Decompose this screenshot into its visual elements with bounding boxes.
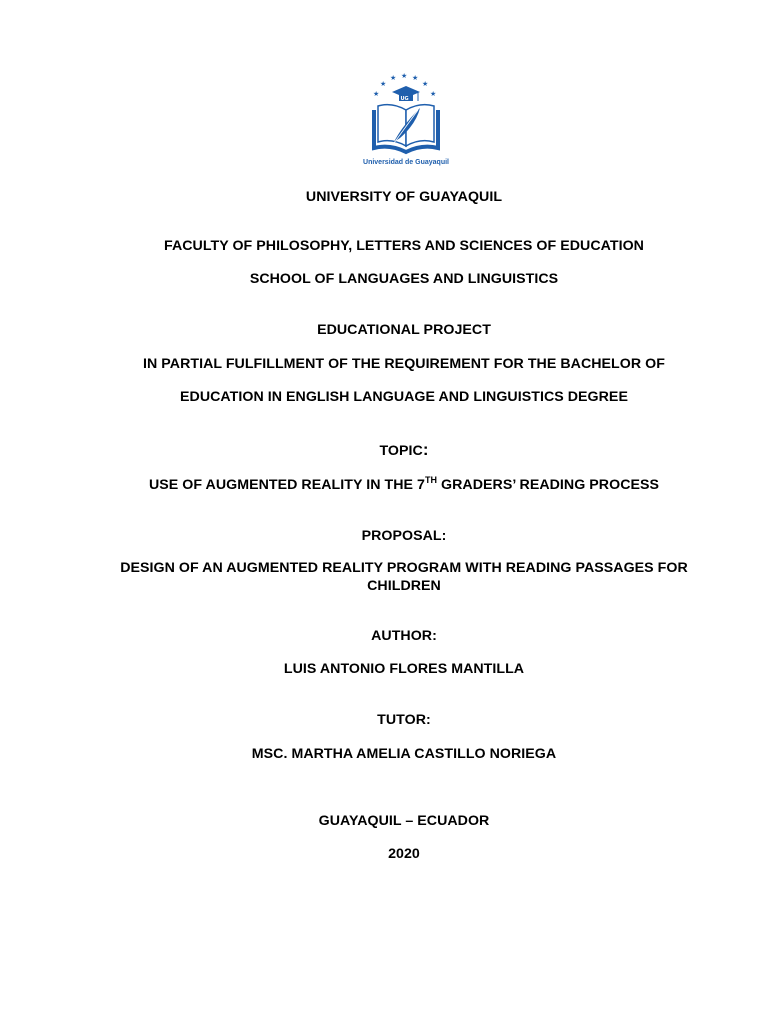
university-name: UNIVERSITY OF GUAYAQUIL	[305, 189, 503, 205]
topic-title	[0, 477, 770, 494]
school-name: SCHOOL OF LANGUAGES AND LINGUISTICS	[249, 271, 559, 287]
topic-label	[0, 441, 770, 460]
university-logo-icon	[354, 70, 458, 168]
topic-title-sup: TH	[424, 475, 438, 485]
author-name: LUIS ANTONIO FLORES MANTILLA	[283, 661, 525, 677]
topic-title-after: GRADERS’ READING PROCESS	[437, 477, 660, 493]
svg-text:★: ★	[401, 72, 408, 80]
svg-text:UG: UG	[400, 96, 409, 102]
fulfillment-line-1: IN PARTIAL FULFILLMENT OF THE REQUIREMENT FOR THE BACHELOR OF	[143, 356, 665, 372]
tutor-label: TUTOR:	[377, 712, 431, 728]
location: GUAYAQUIL – ECUADOR	[318, 813, 490, 829]
year: 2020	[388, 846, 420, 862]
svg-text:★: ★	[380, 80, 387, 88]
faculty-name: FACULTY OF PHILOSOPHY, LETTERS AND SCIENCES OF EDUCATION	[164, 238, 644, 254]
proposal-label: PROPOSAL:	[361, 528, 447, 544]
svg-text:★: ★	[373, 90, 380, 98]
project-type: EDUCATIONAL PROJECT	[317, 322, 491, 338]
logo-caption: Universidad de Guayaquil	[363, 159, 449, 166]
svg-text:★: ★	[430, 90, 437, 98]
author-label: AUTHOR:	[371, 628, 437, 644]
svg-text:★: ★	[390, 74, 397, 82]
svg-text:★: ★	[412, 74, 419, 82]
tutor-name: MSC. MARTHA AMELIA CASTILLO NORIEGA	[251, 746, 557, 762]
proposal-title: DESIGN OF AN AUGMENTED REALITY PROGRAM WITH READING PASSAGES FOR CHILDREN	[120, 560, 688, 594]
topic-title-before: USE OF AUGMENTED REALITY IN THE 7	[148, 477, 425, 493]
topic-label-text: TOPIC	[379, 443, 423, 459]
topic-colon: :	[422, 440, 429, 459]
svg-text:★: ★	[422, 80, 429, 88]
graduation-cap-icon	[392, 86, 420, 102]
fulfillment-line-2: EDUCATION IN ENGLISH LANGUAGE AND LINGUISTICS DEGREE	[180, 389, 628, 405]
